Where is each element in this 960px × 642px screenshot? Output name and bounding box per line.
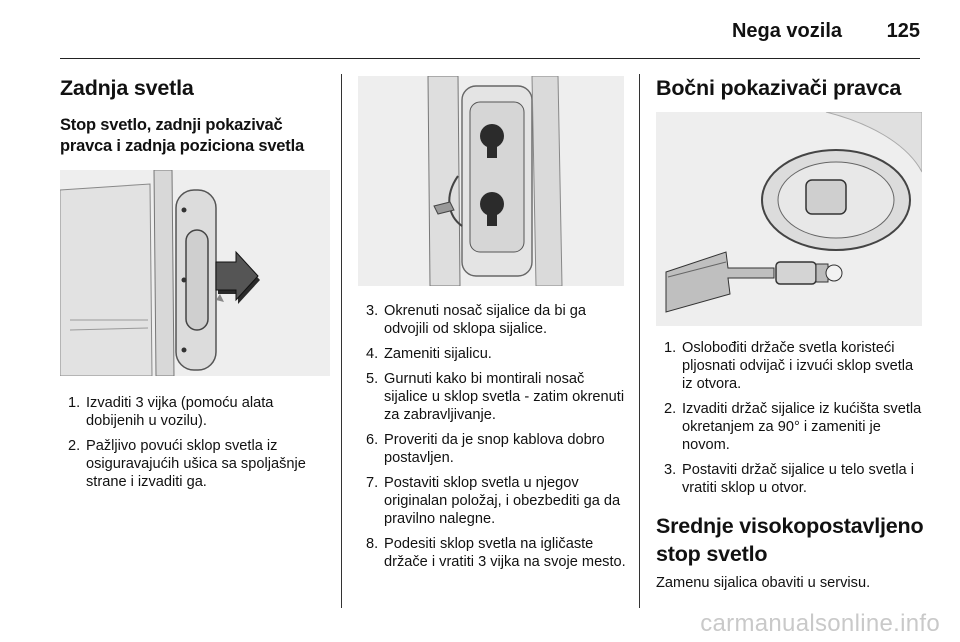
side-indicator-drawing [656,112,922,326]
list-item [358,535,628,571]
column-divider-right [639,74,640,608]
step-number: 1. [664,340,677,356]
section-title: Nega vozila [731,20,842,42]
step-number: 2. [68,438,81,454]
right-column [656,74,924,102]
subheading-line-1: Stop svetlo, zadnji pokazivač [60,116,283,134]
rear-light-drawing [60,170,330,376]
list-item [656,400,926,454]
step-text: Oslobođiti držače svetla koristeći pljosnati odvijač i izvući sklop svetla iz otvora. [682,340,914,392]
rear-light-illustration [60,170,330,376]
step-number: 7. [366,475,379,491]
side-indicator-illustration [656,112,922,326]
page-header [0,0,960,64]
page-number: 125 [886,20,920,42]
step-number: 5. [366,371,379,387]
service-note: Zamenu sijalica obaviti u servisu. [656,575,871,591]
step-number: 3. [664,462,677,478]
list-item [358,431,628,467]
watermark: carmanualsonline.info [700,610,940,637]
bulb-holder-drawing [358,76,624,286]
left-steps-list [60,394,330,498]
bulb-holder-illustration [358,76,624,286]
list-item [358,345,628,363]
header-rule [60,58,920,59]
right-steps-list [656,339,926,504]
step-text: Zameniti sijalicu. [384,346,492,362]
list-item [358,370,628,424]
step-text: Gurnuti kako bi montirali nosač sijalice u sklop svetla - zatim okrenuti za zabravljivanje. [384,371,625,423]
step-number: 1. [68,395,81,411]
list-item [656,461,926,497]
list-item [60,437,330,491]
step-text: Podesiti sklop svetla na igličaste držače i vratiti 3 vijka na svoje mesto. [384,536,626,570]
heading-rear-lights: Zadnja svetla [60,76,194,100]
heading-side-indicators: Bočni pokazivači pravca [656,76,902,100]
list-item [358,302,628,338]
step-number: 2. [664,401,677,417]
list-item [656,339,926,393]
step-text: Izvaditi držač sijalice iz kućišta svetla okretanjem za 90° i zameniti je novom. [682,401,922,453]
step-number: 3. [366,303,379,319]
center-brake-section [656,512,926,592]
step-text: Izvaditi 3 vijka (pomoću alata dobijenih u vozilu). [86,395,274,429]
step-number: 4. [366,346,379,362]
list-item [358,474,628,528]
heading-center-brake-light-line-1: Srednje visokopostavljeno [656,514,924,538]
column-divider-left [341,74,342,608]
step-text: Okrenuti nosač sijalice da bi ga odvojili od sklopa sijalice. [384,303,586,337]
left-column [60,74,330,157]
step-text: Postaviti sklop svetla u njegov originalan položaj, i obezbediti ga da pravilno nalegne. [384,475,621,527]
heading-center-brake-light-line-2: stop svetlo [656,542,768,566]
step-number: 6. [366,432,379,448]
step-number: 8. [366,536,379,552]
step-text: Pažljivo povući sklop svetla iz osiguravajućih ušica sa spoljašnje strane i izvaditi ga. [86,438,306,490]
subheading-line-2: pravca i zadnja poziciona svetla [60,137,304,155]
list-item [60,394,330,430]
middle-steps-list [358,302,628,578]
step-text: Proveriti da je snop kablova dobro postavljen. [384,432,605,466]
step-text: Postaviti držač sijalice u telo svetla i vratiti sklop u otvor. [682,462,914,496]
